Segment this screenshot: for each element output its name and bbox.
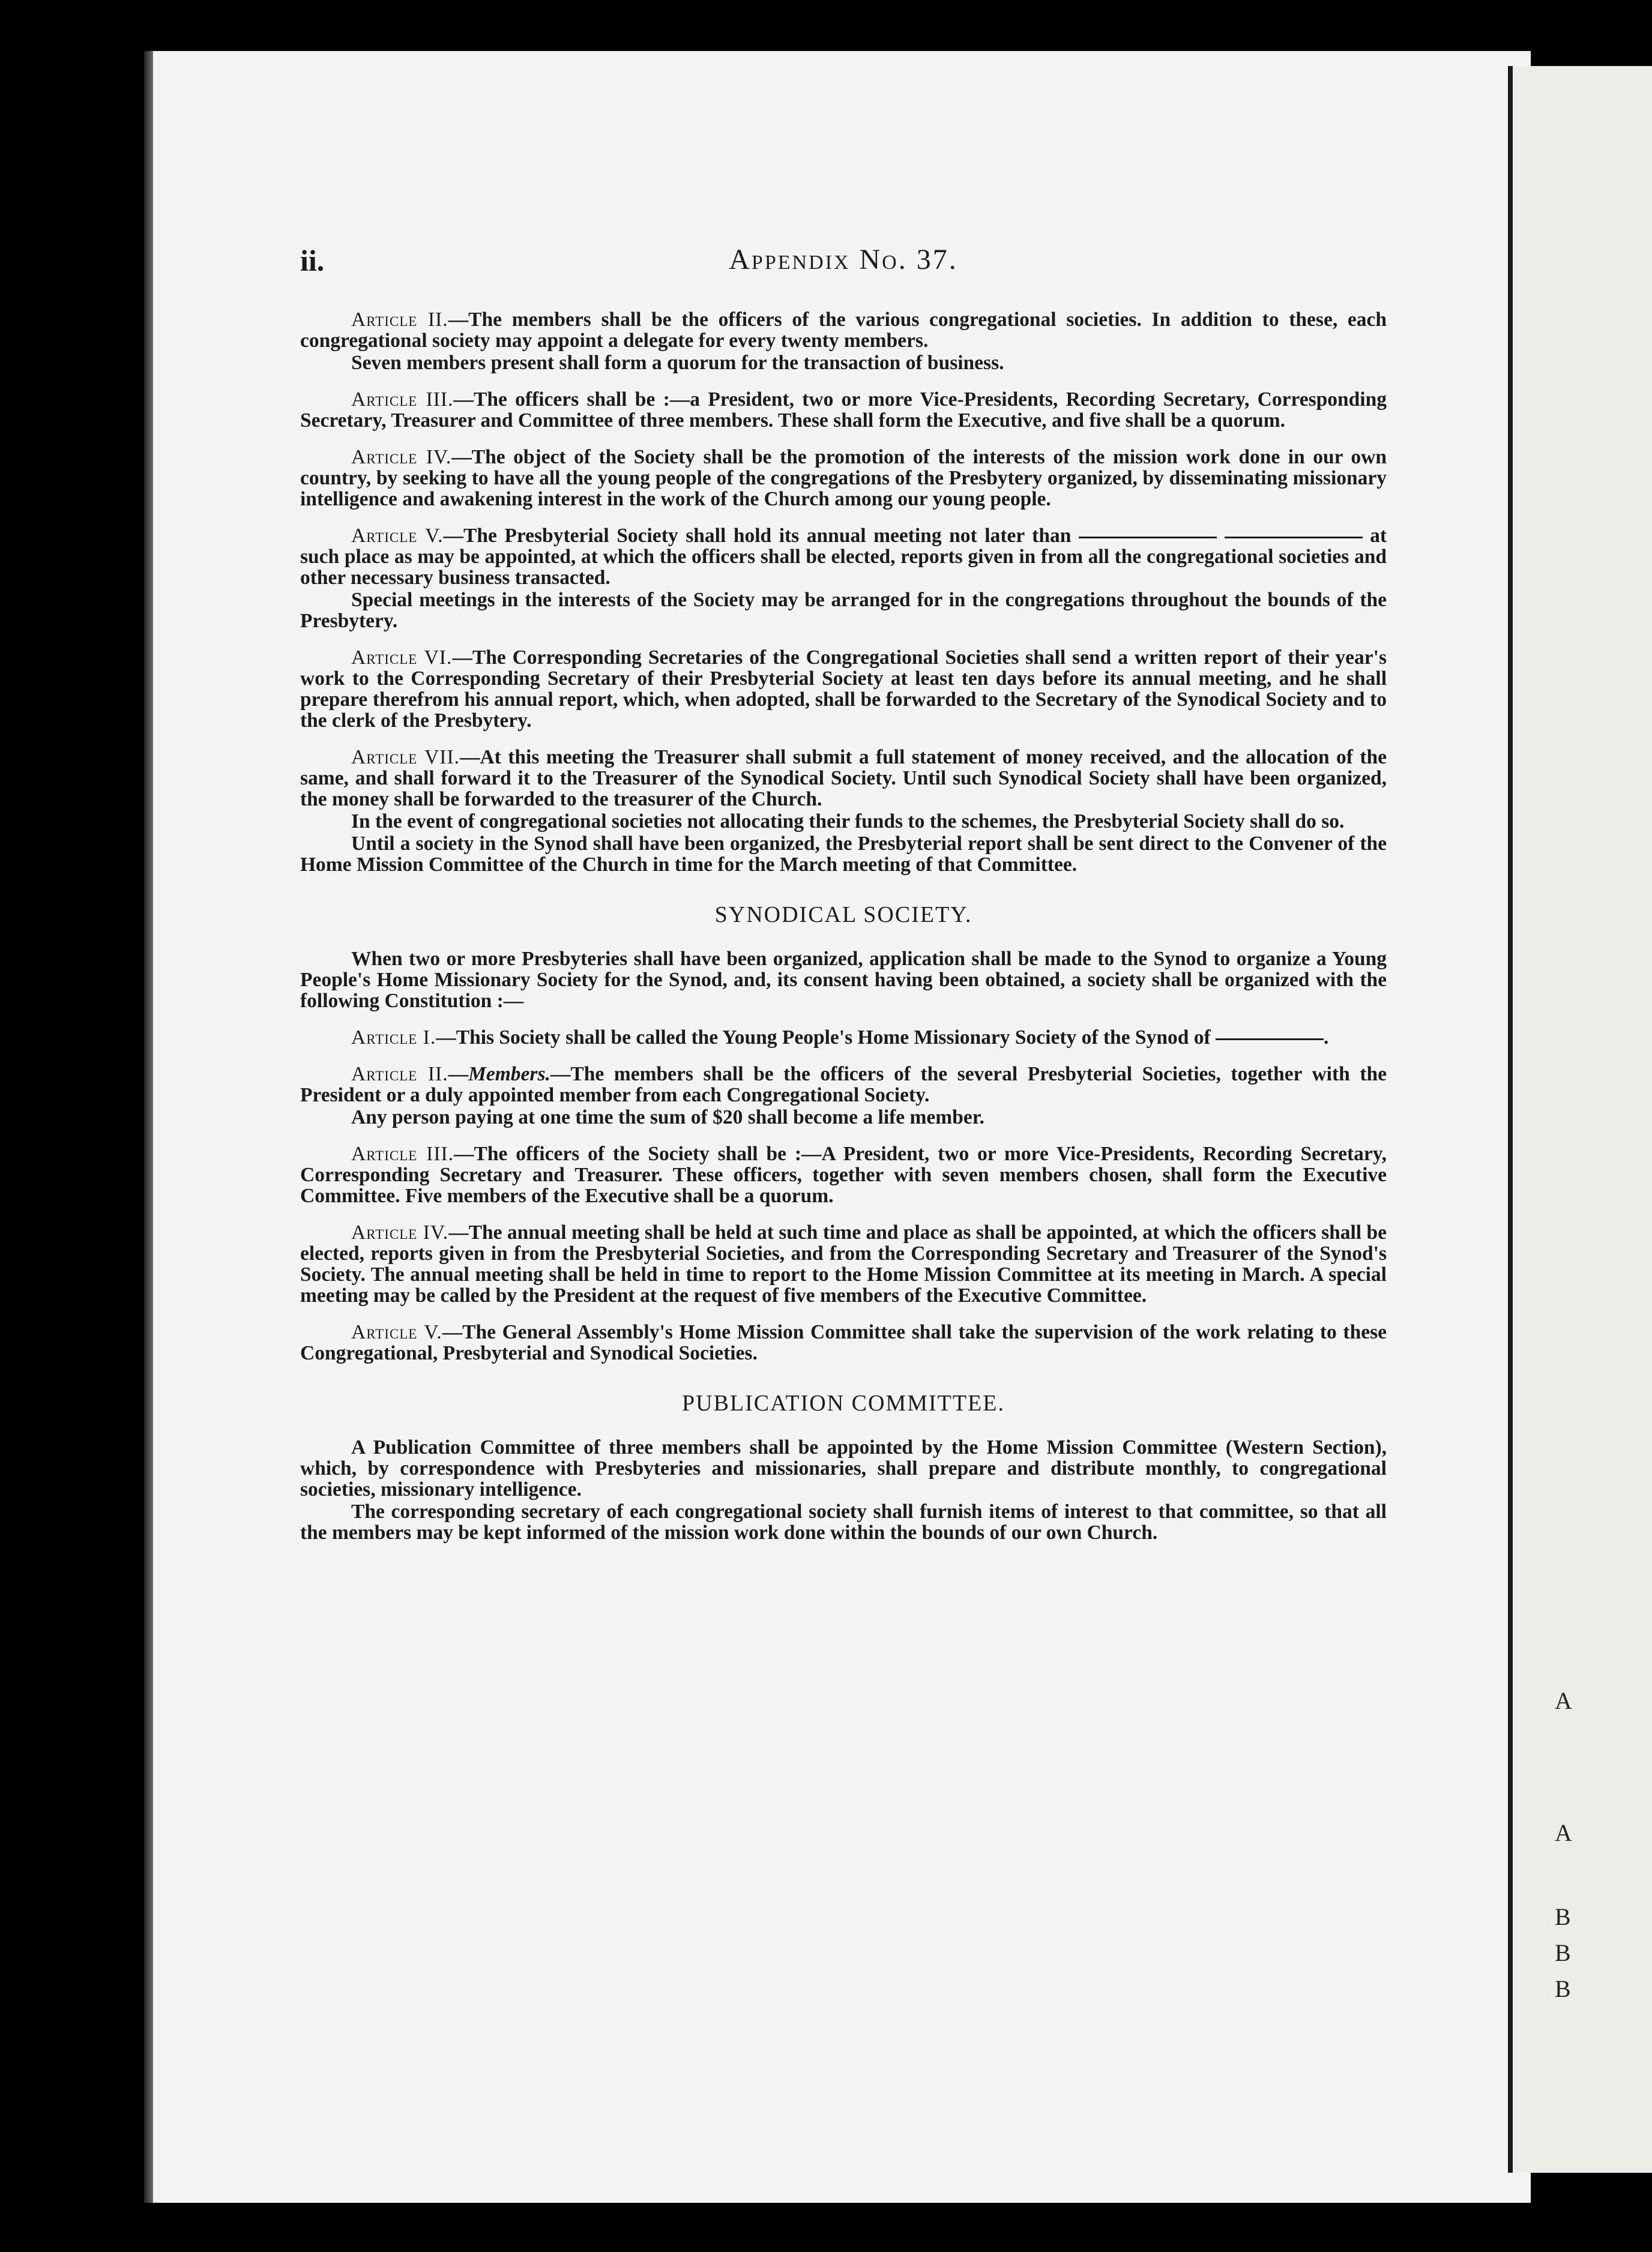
article-5-paragraph — [300, 525, 1387, 588]
page-number: ii. — [300, 244, 325, 277]
synodical-society-heading: SYNODICAL SOCIETY. — [714, 902, 972, 927]
article-6-paragraph — [300, 647, 1387, 731]
article-text: —The officers of the Society shall be :—A President, two or more Vice-Presidents, Recording Secretary, Corresponding Secretary and Treasurer. These officers, together with seven members chosen, shall form the Executive Committee. Five members of the Executive shall be a quorum. — [300, 1143, 1387, 1207]
publication-committee-heading: PUBLICATION COMMITTEE. — [682, 1391, 1005, 1416]
blank-line — [1079, 537, 1217, 538]
article-text: at such place as may be appointed, at which the officers shall be elected, reports given in from all the congregational societies and other necessary business transacted. — [300, 525, 1387, 589]
article-lead: Article IV. — [351, 1221, 449, 1244]
article-lead: Article V. — [351, 525, 444, 547]
article-lead: Article II. — [351, 1063, 448, 1085]
adjacent-page-letter: A — [1555, 1687, 1572, 1714]
article-7-allocation: In the event of congregational societies not allocating their funds to the schemes, the Presbyterial Society shall do so. — [351, 810, 1345, 832]
article-7-report: Until a society in the Synod shall have been organized, the Presbyterial report shall be sent direct to the Convener of the Home Mission Committee of the Church in time for the March meeting of that Committee. — [300, 832, 1387, 876]
article-2-paragraph — [300, 309, 1387, 351]
article-2-quorum: Seven members present shall form a quorum for the transaction of business. — [351, 352, 1004, 374]
article-subtitle: Members. — [468, 1063, 550, 1085]
article-lead: Article II. — [351, 309, 448, 331]
article-lead: Article VII. — [351, 746, 460, 768]
article-text: —The object of the Society shall be the promotion of the interests of the mission work done in our own country, by seeking to have all the young people of the congregations of the Presbytery organized, by disseminating missionary intelligence and awakening interest in the work of the Church among our young people. — [300, 446, 1387, 510]
article-text: —The members shall be the officers of the several Presbyterial Societies, together with the President or a duly appointed member from each Congregational Society. — [300, 1063, 1387, 1106]
page-content — [300, 243, 1387, 1559]
adjacent-page-letter: B — [1555, 1939, 1571, 1966]
article-text: —The General Assembly's Home Mission Committee shall take the supervision of the work relating to these Congregational, Presbyterial and Synodical Societies. — [300, 1321, 1387, 1364]
article-lead: Article III. — [351, 1143, 454, 1165]
article-text: —The Corresponding Secretaries of the Congregational Societies shall send a written report of their year's work to the Corresponding Secretary of their Presbyterial Society at least ten days before its annual meeting, and he shall prepare therefrom his annual report, which, when adopted, shall be forwarded to the Secretary of the Synodical Society and to the clerk of the Presbytery. — [300, 646, 1387, 732]
page-header — [300, 243, 1387, 285]
blank-line — [1225, 537, 1363, 538]
article-text: —The officers shall be :—a President, two or more Vice-Presidents, Recording Secretary, Corresponding Secretary, Treasurer and Committee of three members. These shall form the Executive, and five shall be a quorum. — [300, 388, 1387, 432]
publication-paragraph-1: A Publication Committee of three members shall be appointed by the Home Mission Committee (Western Section), which, by correspondence with Presbyteries and missionaries, shall prepare and distribute monthly, to congregational societies, missionary intelligence. — [300, 1436, 1387, 1501]
article-lead: Article III. — [351, 388, 454, 411]
article-lead: Article IV. — [351, 446, 452, 468]
synodical-intro: When two or more Presbyteries shall have been organized, application shall be made to the Synod to organize a Young People's Home Missionary Society for the Synod, and, its consent having been obtained, a society shall be organized with the following Constitution :— — [300, 948, 1387, 1012]
article-text: —The members shall be the officers of the various congregational societies. In addition to these, each congregational society may appoint a delegate for every twenty members. — [300, 309, 1387, 352]
article-7-paragraph — [300, 747, 1387, 810]
article-3-paragraph — [300, 389, 1387, 431]
article-text: —The annual meeting shall be held at such time and place as shall be appointed, at which the officers shall be elected, reports given in from the Presbyterial Societies, and from the Corresponding Secretary and Treasurer of the Synod's Society. The annual meeting shall be held in time to report to the Home Mission Committee at its meeting in March. A special meeting may be called by the President at the request of five members of the Executive Committee. — [300, 1221, 1387, 1307]
adjacent-page-letter: A — [1555, 1819, 1572, 1846]
adjacent-page-letter: B — [1555, 1975, 1571, 2002]
article-text: —This Society shall be called the Young People's Home Missionary Society of the Synod of — [436, 1026, 1211, 1049]
blank-line — [1216, 1038, 1324, 1040]
synodical-article-4 — [300, 1222, 1387, 1306]
article-lead: Article I. — [351, 1026, 436, 1049]
article-5-special-meetings: Special meetings in the interests of the Society may be arranged for in the congregations throughout the bounds of the Presbytery. — [300, 589, 1387, 632]
synodical-article-5 — [300, 1322, 1387, 1364]
synodical-article-2: Article II.—Members.—The members shall be the officers of the several Presbyterial Societies, together with the President or a duly appointed member from each Congregational Society. — [300, 1063, 1387, 1106]
article-lead: Article V. — [351, 1321, 442, 1343]
adjacent-page-edge — [1508, 66, 1652, 2173]
page-title: Appendix No. 37. — [729, 244, 958, 275]
synodical-article-1: Article I.—This Society shall be called the Young People's Home Missionary Society of the Synod of . — [351, 1026, 1329, 1049]
article-text: —At this meeting the Treasurer shall submit a full statement of money received, and the allocation of the same, and shall forward it to the Treasurer of the Synodical Society. Until such Synodical Society shall have been organized, the money shall be forwarded to the treasurer of the Church. — [300, 746, 1387, 810]
article-4-paragraph — [300, 447, 1387, 510]
article-text: —The Presbyterial Society shall hold its annual meeting not later than — [443, 525, 1072, 547]
article-lead: Article VI. — [351, 646, 453, 669]
publication-paragraph-2: The corresponding secretary of each congregational society shall furnish items of interest to that committee, so that all the members may be kept informed of the mission work done within the bounds of our own Church. — [300, 1501, 1387, 1544]
synodical-article-3 — [300, 1143, 1387, 1206]
synodical-life-member: Any person paying at one time the sum of $20 shall become a life member. — [351, 1106, 984, 1128]
adjacent-page-letter: B — [1555, 1903, 1571, 1930]
